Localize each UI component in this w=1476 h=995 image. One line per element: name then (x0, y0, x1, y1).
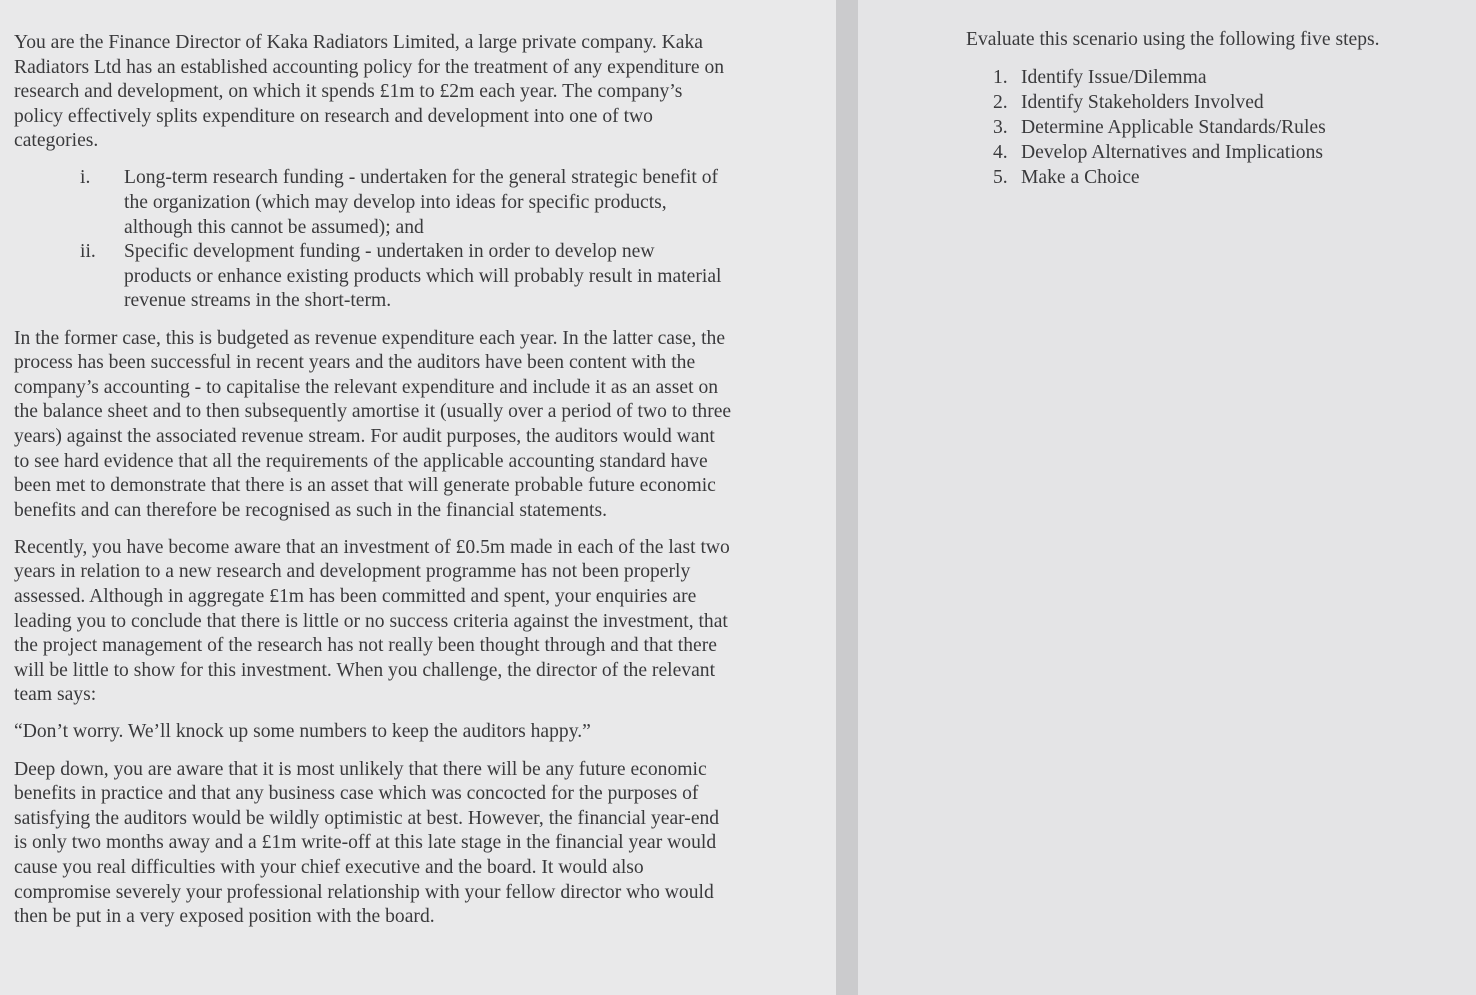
list-item-text: Long-term research funding - undertaken for the general strategic benefit of the organization (which may develop into ideas for specific products, although this cannot be assumed); and (124, 167, 719, 238)
recently-paragraph: Recently, you have become aware that an investment of £0.5m made in each of the last two years in relation to a new research and development programme has not been properly assessed. Although in aggregate £1m has been committed and spent, your enquiries are leading you to conclude that there is little or no success criteria against the investment, that the project management of the research has not really been thought through and that there will be little to show for this investment. When you challenge, the director of the relevant team says: (14, 536, 730, 706)
step-item (966, 115, 1456, 140)
step-item (966, 140, 1456, 165)
category-list (14, 166, 734, 314)
step-label: Identify Issue/Dilemma (1021, 66, 1207, 88)
step-number: 1. (993, 66, 1008, 88)
step-number: 5. (993, 166, 1008, 188)
deep-down-paragraph: Deep down, you are aware that it is most unlikely that there will be any future economic benefits in practice and that any business case which was concocted for the purposes of satisfying the auditors would be wildly optimistic at best. However, the financial year-end is only two months away and a £1m write-off at this late stage in the financial year would cause you real difficulties with your chief executive and the board. It would also compromise severely your professional relationship with your fellow director who would then be put in a very exposed position with the board. (14, 758, 720, 928)
former-case-paragraph: In the former case, this is budgeted as revenue expenditure each year. In the latter case, the process has been successful in recent years and the auditors have been content with the company’s accounting - to capitalise the relevant expenditure and include it as an asset on the balance sheet and to then subsequently amortise it (usually over a period of two to three years) against the associated revenue stream. For audit purposes, the auditors would want to see hard evidence that all the requirements of the applicable accounting standard have been met to demonstrate that there is an asset that will generate probable future economic benefits and can therefore be recognised as such in the financial statements. (14, 327, 732, 521)
step-number: 3. (993, 116, 1008, 138)
instructions (966, 28, 1456, 190)
step-number: 4. (993, 141, 1008, 163)
step-item (966, 90, 1456, 115)
step-item (966, 165, 1456, 190)
list-item (14, 166, 724, 240)
list-marker: ii. (80, 241, 96, 263)
director-quote: “Don’t worry. We’ll knock up some numbers to keep the auditors happy.” (14, 721, 591, 743)
step-label: Make a Choice (1021, 166, 1140, 188)
page-gutter (836, 0, 858, 995)
step-label: Determine Applicable Standards/Rules (1021, 116, 1326, 138)
step-label: Identify Stakeholders Involved (1021, 91, 1264, 113)
instructions-heading: Evaluate this scenario using the following five steps. (966, 29, 1380, 50)
scenario-text (14, 31, 734, 942)
step-label: Develop Alternatives and Implications (1021, 141, 1323, 163)
intro-paragraph: You are the Finance Director of Kaka Radiators Limited, a large private company. Kaka Radiators Ltd has an established accounting policy for the treatment of any expenditure on research and development, on which it spends £1m to £2m each year. The company’s policy effectively splits expenditure on research and development into one of two categories. (14, 32, 725, 152)
list-item-text: Specific development funding - undertaken in order to develop new products or enhance existing products which will probably result in material revenue streams in the short-term. (124, 241, 722, 312)
step-item (966, 65, 1456, 90)
list-marker: i. (80, 167, 91, 189)
step-number: 2. (993, 91, 1008, 113)
list-item (14, 240, 724, 314)
steps-list (966, 65, 1456, 190)
